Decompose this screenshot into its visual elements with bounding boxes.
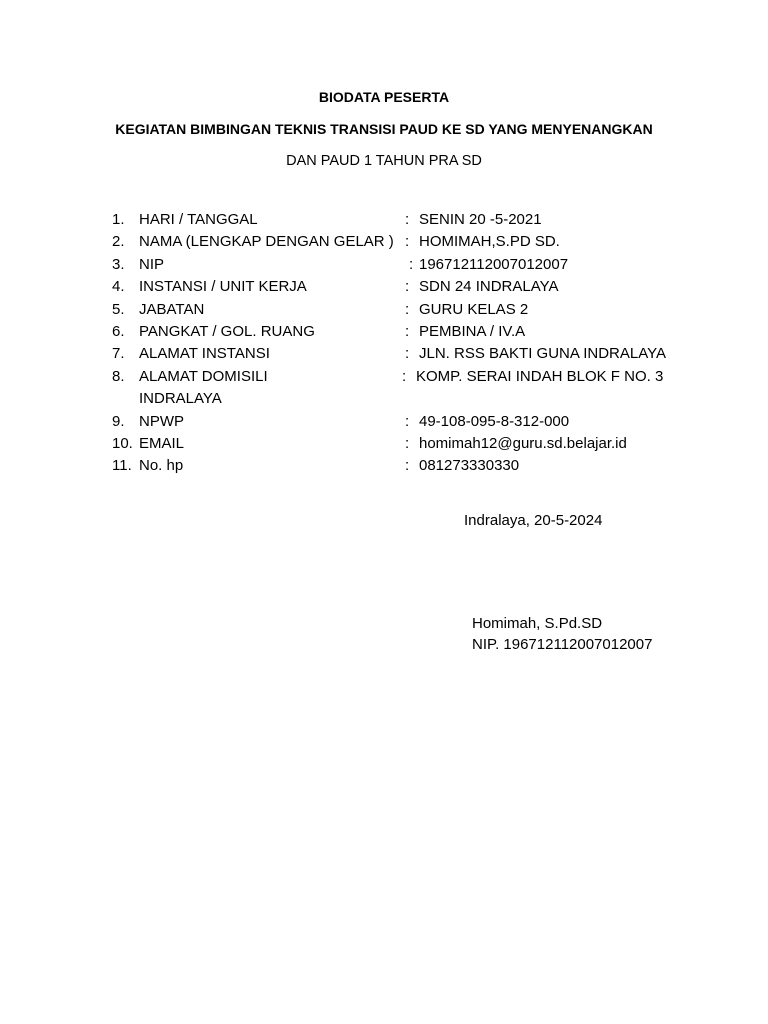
list-item-hari-tanggal [0,211,768,233]
list-item-nip [0,256,768,278]
item-number: 5. [112,300,125,318]
item-colon: : [405,211,410,228]
list-item-jabatan [0,301,768,323]
item-colon: : [405,434,410,452]
item-label: INSTANSI / UNIT KERJA [139,278,307,296]
list-item-alamat-instansi [0,345,768,367]
list-item-instansi [0,278,768,300]
item-value: HOMIMAH,S.PD SD. [419,233,560,251]
document-subtitle-line2: DAN PAUD 1 TAHUN PRA SD [286,153,482,169]
biodata-list [0,211,768,480]
signature-place-date: Indralaya, 20-5-2024 [464,512,603,529]
signature-nip: NIP. 196712112007012007 [472,636,653,653]
item-value: 49-108-095-8-312-000 [419,412,570,430]
item-number: 8. [112,367,125,385]
item-number: 6. [112,322,125,340]
item-value: 081273330330 [419,457,520,475]
item-colon: : [405,300,410,318]
item-colon: : [405,345,410,363]
item-colon: : [409,255,414,273]
list-item-no-hp [0,457,768,479]
item-label: No. hp [139,457,184,475]
item-label: HARI / TANGGAL [139,211,258,228]
document-title: BIODATA PESERTA [318,89,450,105]
item-label: ALAMAT DOMISILI [139,367,268,385]
item-number: 11. [112,457,132,475]
item-value: 196712112007012007 [419,255,569,273]
list-item-email [0,435,768,457]
item-colon: : [405,233,410,251]
item-label: PANGKAT / GOL. RUANG [139,322,315,340]
item-colon: : [405,278,410,296]
item-label: JABATAN [139,300,205,318]
item-label: NPWP [139,412,184,430]
item-value: homimah12@guru.sd.belajar.id [419,434,627,452]
item-label-continuation: INDRALAYA [139,390,222,408]
item-value: JLN. RSS BAKTI GUNA INDRALAYA [419,345,667,363]
item-colon: : [405,412,410,430]
item-value: KOMP. SERAI INDAH BLOK F NO. 3 [416,367,664,385]
item-value: SDN 24 INDRALAYA [419,278,559,296]
list-item-npwp [0,413,768,435]
item-number: 1. [112,211,125,228]
item-number: 9. [112,412,125,430]
item-number: 2. [112,233,125,251]
item-value: PEMBINA / IV.A [419,322,526,340]
item-number: 3. [112,255,125,273]
item-label: ALAMAT INSTANSI [139,345,270,363]
list-item-nama [0,233,768,255]
item-number: 7. [112,345,125,363]
item-label: NAMA (LENGKAP DENGAN GELAR ) [139,233,394,251]
item-colon: : [405,322,410,340]
item-label: EMAIL [139,434,185,452]
item-number: 10. [112,434,133,452]
item-label: NIP [139,255,165,273]
item-value: SENIN 20 -5-2021 [419,211,542,228]
item-colon: : [405,457,410,475]
document-subtitle-line1: KEGIATAN BIMBINGAN TEKNIS TRANSISI PAUD KE SD YANG MENYENANGKAN [115,121,653,137]
item-colon: : [402,367,407,385]
signature-name: Homimah, S.Pd.SD [472,615,603,632]
item-value: GURU KELAS 2 [419,300,529,318]
list-item-alamat-domisili [0,368,768,413]
item-number: 4. [112,278,125,296]
list-item-pangkat [0,323,768,345]
